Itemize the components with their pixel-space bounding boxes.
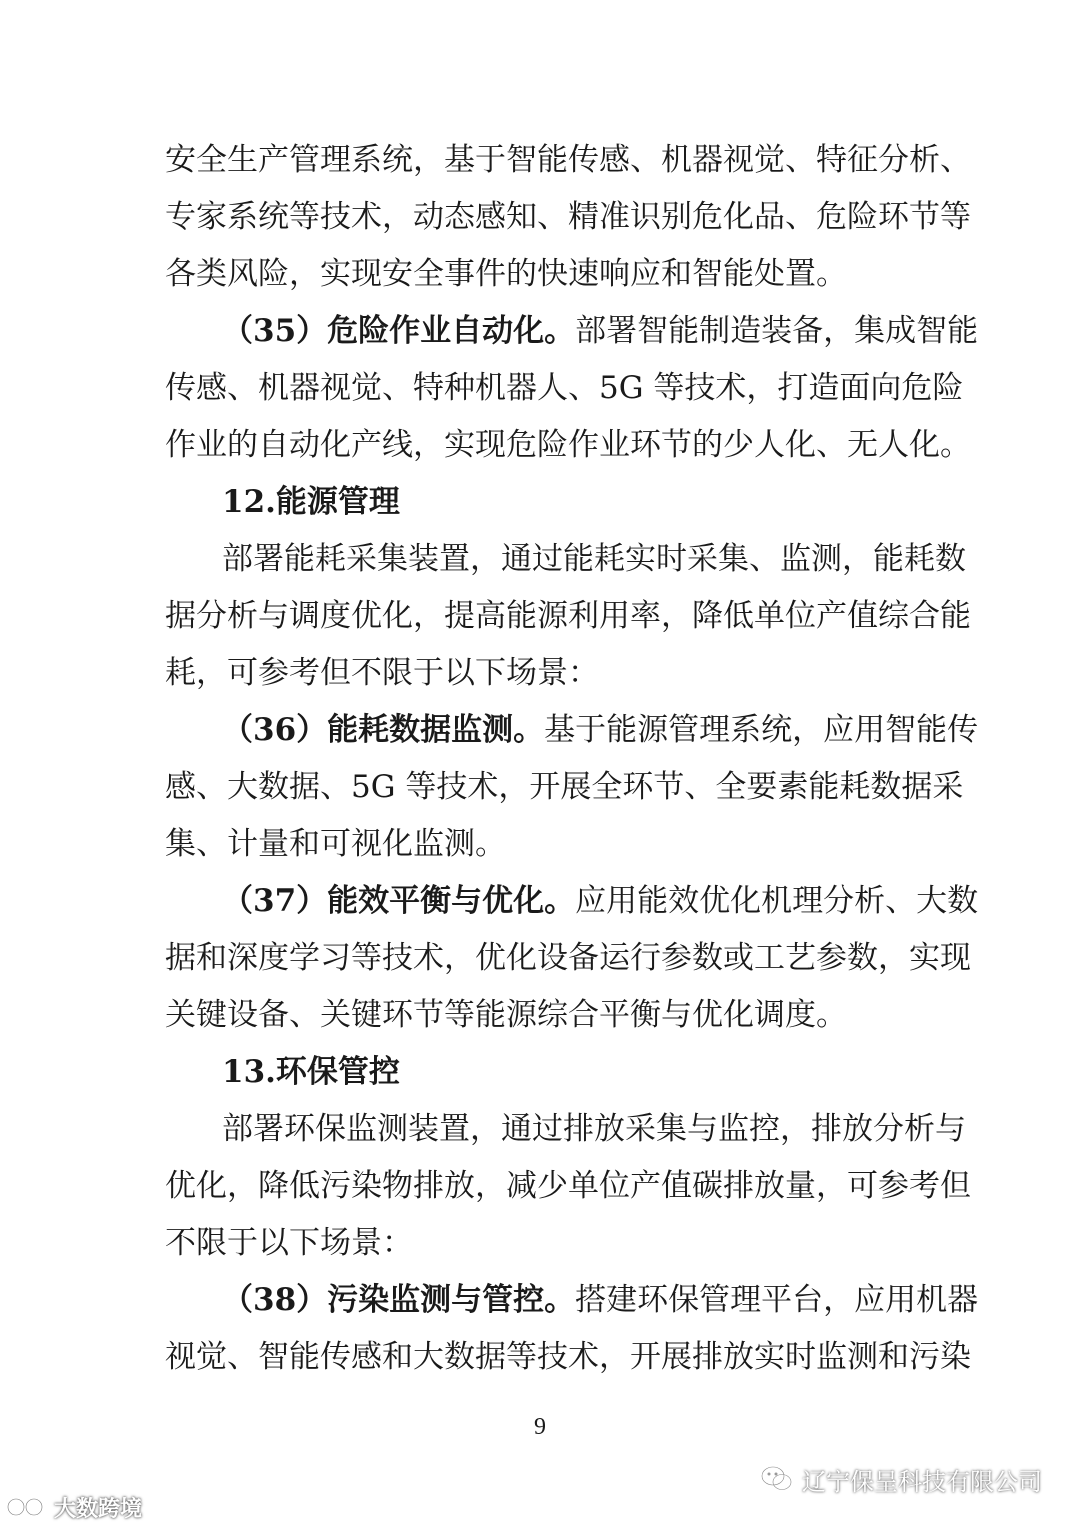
body-line: 关键设备、关键环节等能源综合平衡与优化调度。	[165, 997, 847, 1033]
body-line: 优化，降低污染物排放，减少单位产值碳排放量，可参考但	[165, 1168, 971, 1204]
body-line: 传感、机器视觉、特种机器人、5G 等技术，打造面向危险	[165, 370, 964, 406]
item-37-text: 应用能效优化机理分析、大数	[575, 883, 979, 919]
body-line: 耗，可参考但不限于以下场景：	[165, 655, 599, 691]
item-37-label: （37）能效平衡与优化。	[222, 883, 576, 919]
body-line: 不限于以下场景：	[165, 1225, 413, 1261]
item-38-label: （38）污染监测与管控。	[222, 1282, 576, 1318]
body-line: 集、计量和可视化监测。	[165, 826, 506, 862]
body-line: 各类风险，实现安全事件的快速响应和智能处置。	[165, 256, 847, 292]
watermark-account-name: 辽宁保呈科技有限公司	[802, 1467, 1042, 1496]
body-line: 据分析与调度优化，提高能源利用率，降低单位产值综合能	[165, 598, 971, 634]
section-12-heading: 12.能源管理	[222, 484, 400, 520]
item-35-text: 部署智能制造装备，集成智能	[575, 313, 979, 349]
item-36-line	[222, 710, 979, 750]
body-line: 安全生产管理系统，基于智能传感、机器视觉、特征分析、	[165, 142, 971, 178]
section-13-heading: 13.环保管控	[222, 1054, 400, 1090]
body-line: 感、大数据、5G 等技术，开展全环节、全要素能耗数据采	[165, 769, 964, 805]
item-36-text: 基于能源管理系统，应用智能传	[544, 712, 979, 748]
body-line: 据和深度学习等技术，优化设备运行参数或工艺参数，实现	[165, 940, 971, 976]
body-line: 专家系统等技术，动态感知、精准识别危化品、危险环节等	[165, 199, 971, 235]
body-line: 视觉、智能传感和大数据等技术，开展排放实时监测和污染	[165, 1339, 971, 1375]
item-38-line	[222, 1280, 979, 1320]
item-35-label: （35）危险作业自动化。	[222, 313, 576, 349]
logo-icon	[6, 1495, 48, 1519]
watermark-brand	[6, 1492, 142, 1522]
wechat-icon	[760, 1464, 794, 1494]
item-37-line	[222, 881, 979, 921]
item-36-label: （36）能耗数据监测。	[222, 712, 545, 748]
watermark-account	[760, 1462, 1042, 1496]
item-38-text: 搭建环保管理平台，应用机器	[575, 1282, 979, 1318]
body-line: 作业的自动化产线，实现危险作业环节的少人化、无人化。	[165, 427, 971, 463]
body-line: 部署能耗采集装置，通过能耗实时采集、监测，能耗数	[222, 541, 966, 577]
item-35-line	[222, 311, 979, 351]
body-line: 部署环保监测装置，通过排放采集与监控，排放分析与	[222, 1111, 966, 1147]
page-number: 9	[534, 1414, 546, 1440]
watermark-brand-name: 大数跨境	[54, 1496, 143, 1522]
